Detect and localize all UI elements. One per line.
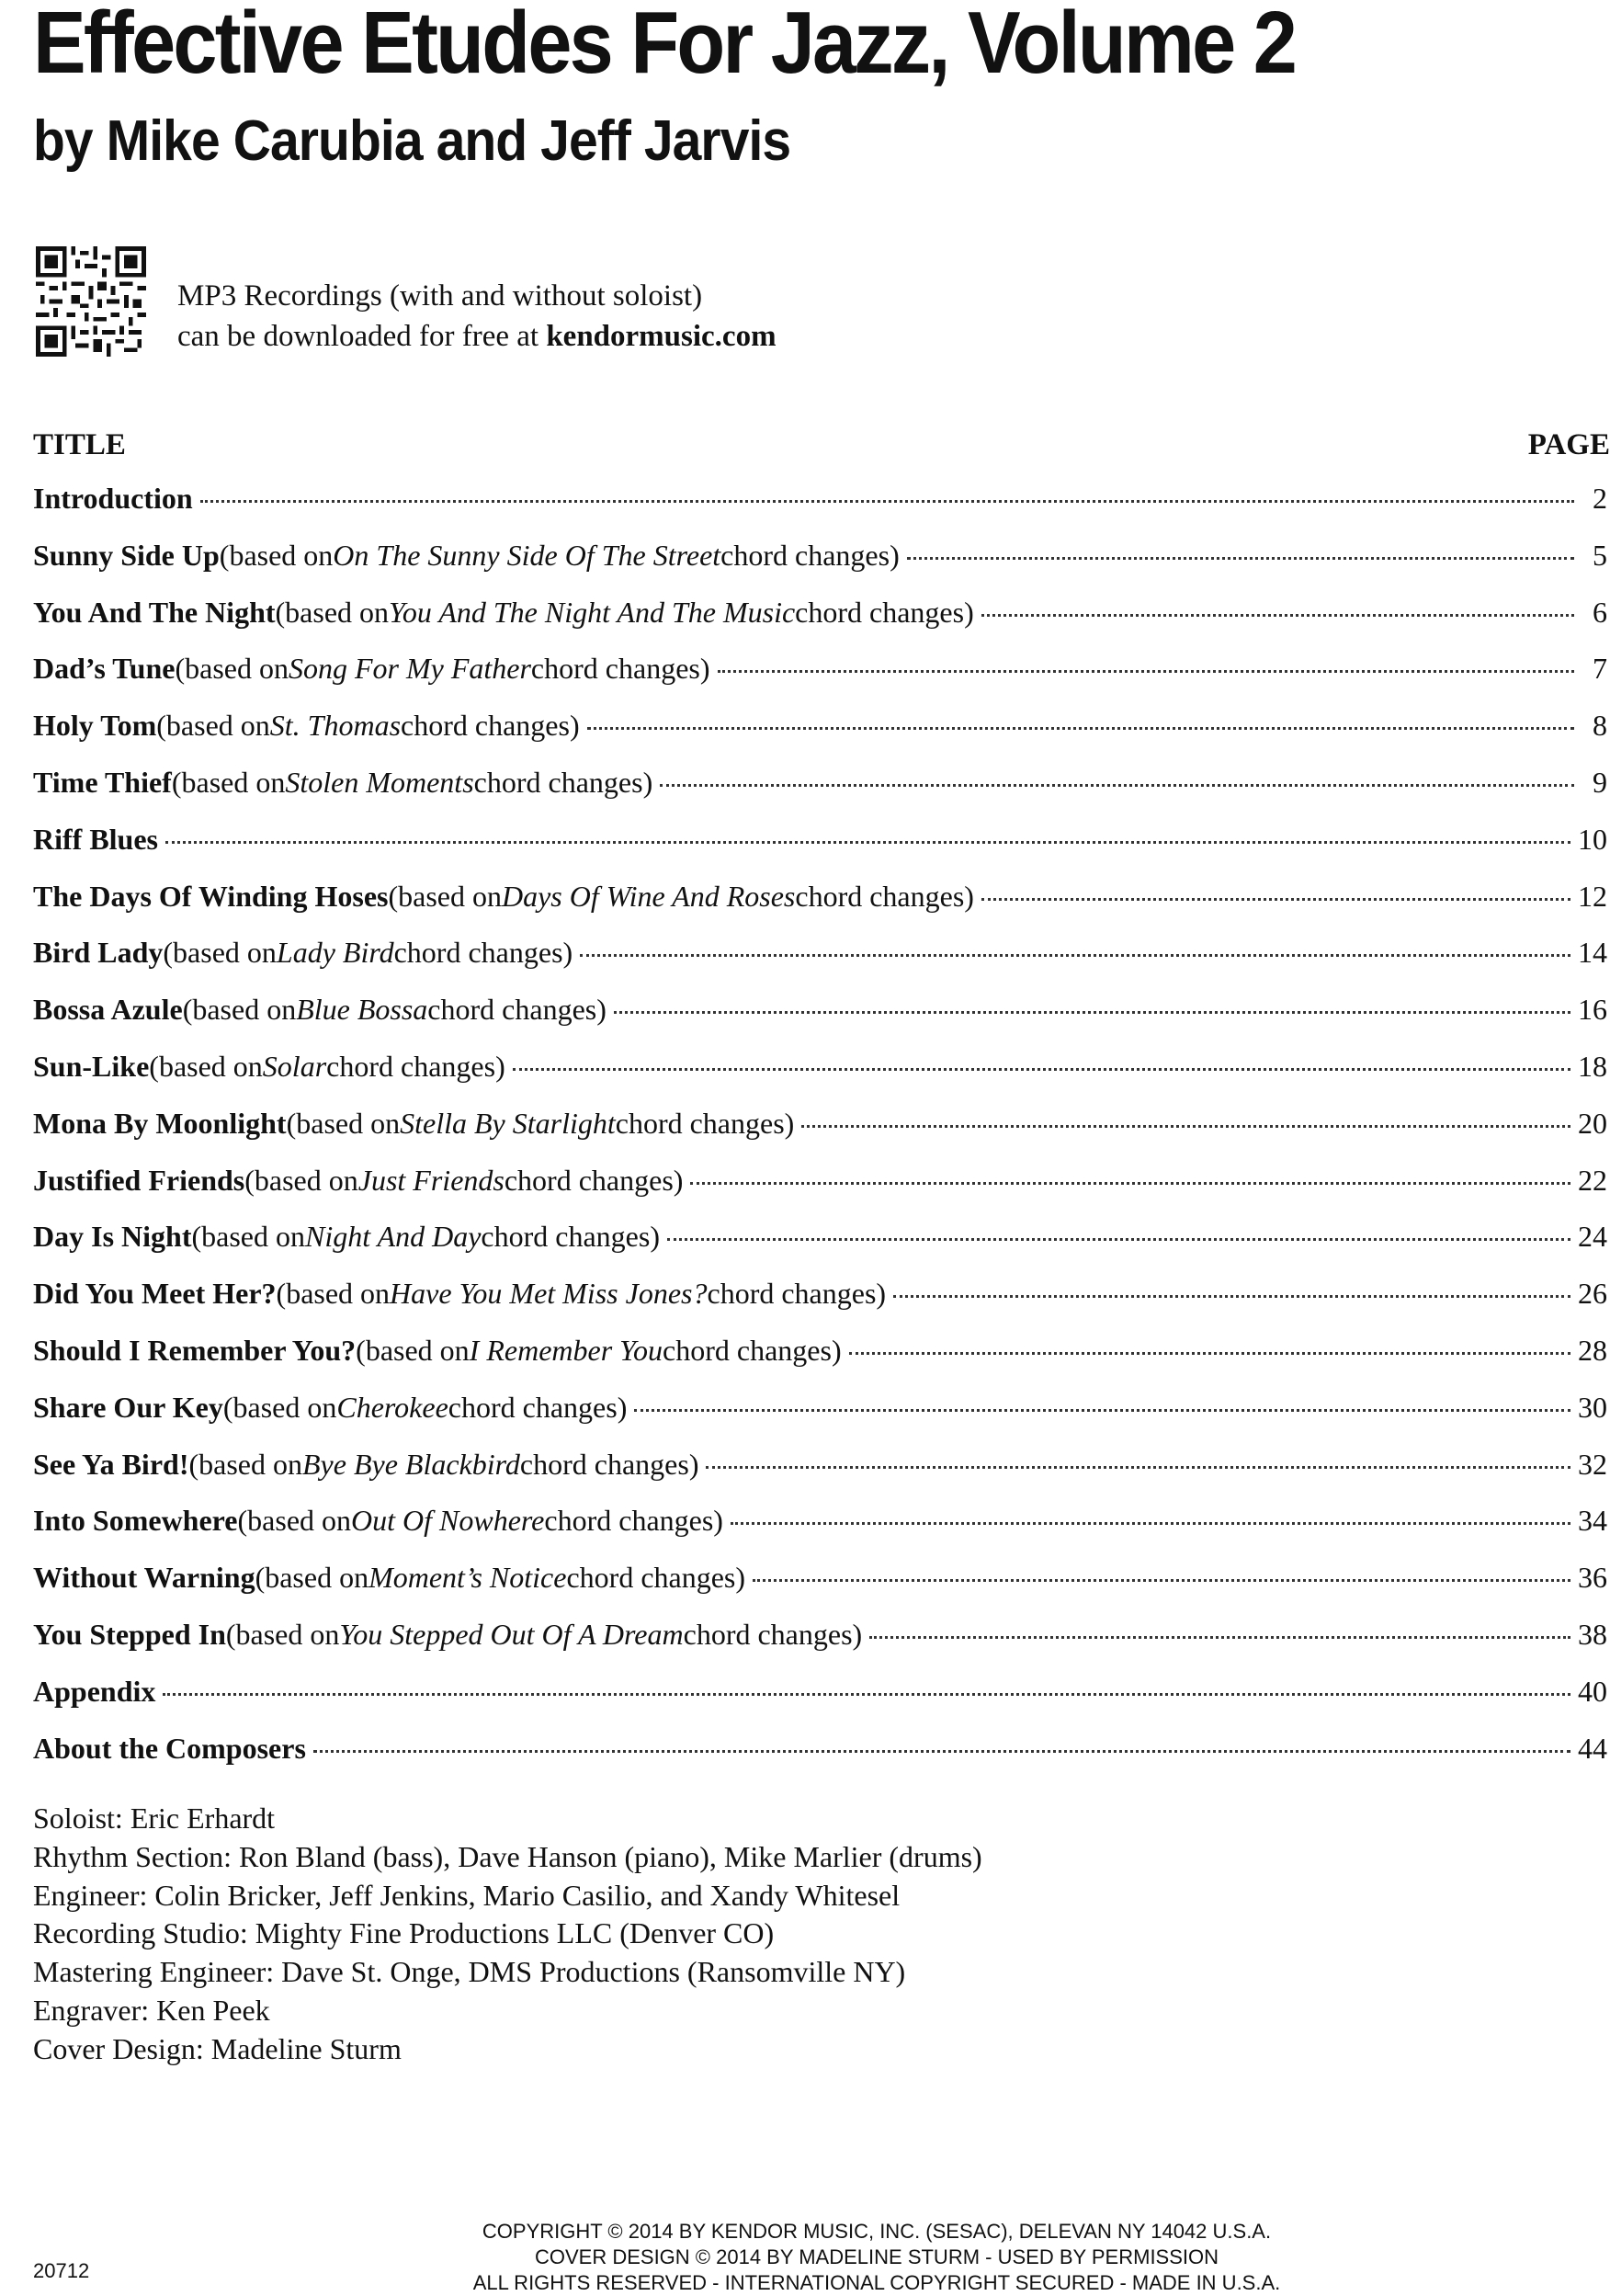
toc-leader-dots xyxy=(580,954,1570,957)
copyright-line: COVER DESIGN © 2014 BY MADELINE STURM - USED BY PERMISSION xyxy=(534,2245,1219,2268)
toc-leader-dots xyxy=(690,1182,1570,1185)
table-of-contents xyxy=(33,482,1607,1788)
toc-entry-suffix: chord changes) xyxy=(473,765,653,799)
toc-entry-page-number: 7 xyxy=(1593,652,1607,686)
toc-entry[interactable] xyxy=(33,1732,1607,1789)
toc-entry-based-on: (based on xyxy=(219,538,334,572)
toc-entry-suffix: chord changes) xyxy=(544,1504,723,1538)
toc-entry-suffix: chord changes) xyxy=(519,1447,699,1481)
toc-entry-suffix: chord changes) xyxy=(663,1333,842,1367)
toc-entry-page-number: 34 xyxy=(1578,1504,1607,1538)
toc-entry-page-number: 8 xyxy=(1593,709,1607,743)
toc-entry-reference-tune: Stella By Starlight xyxy=(400,1106,616,1140)
toc-entry[interactable] xyxy=(33,1448,1607,1505)
toc-entry-page-number: 22 xyxy=(1578,1163,1607,1197)
toc-entry-reference-tune: Stolen Moments xyxy=(285,765,474,799)
copyright-line: ALL RIGHTS RESERVED - INTERNATIONAL COPYRIGHT SECURED - MADE IN U.S.A. xyxy=(472,2271,1281,2294)
toc-entry-reference-tune: Night And Day xyxy=(304,1220,482,1254)
toc-leader-dots xyxy=(893,1295,1570,1298)
toc-entry-title: The Days Of Winding Hoses xyxy=(33,879,389,913)
toc-leader-dots xyxy=(165,841,1570,844)
toc-entry-reference-tune: St. Thomas xyxy=(269,709,402,743)
toc-entry-page-number: 2 xyxy=(1593,482,1607,515)
toc-entry-suffix: chord changes) xyxy=(481,1220,660,1254)
toc-entry-page-number: 28 xyxy=(1578,1333,1607,1367)
toc-entry-title: Without Warning xyxy=(33,1561,255,1595)
toc-entry-based-on: (based on xyxy=(222,1390,337,1424)
toc-entry[interactable] xyxy=(33,1277,1607,1334)
toc-entry[interactable] xyxy=(33,1107,1607,1164)
toc-entry-based-on: (based on xyxy=(244,1163,358,1197)
toc-entry-suffix: chord changes) xyxy=(795,595,974,629)
toc-entry-based-on: (based on xyxy=(388,879,502,913)
credit-line: Cover Design: Madeline Sturm xyxy=(33,2031,402,2065)
toc-entry-page-number: 16 xyxy=(1578,993,1607,1027)
toc-entry-page-number: 38 xyxy=(1578,1617,1607,1651)
toc-entry[interactable] xyxy=(33,1504,1607,1561)
toc-entry-title: Holy Tom xyxy=(33,709,157,743)
toc-entry[interactable] xyxy=(33,539,1607,596)
toc-page-header: PAGE xyxy=(1527,428,1610,461)
credit-line: Soloist: Eric Erhardt xyxy=(33,1802,276,1835)
toc-entry[interactable] xyxy=(33,1675,1607,1732)
toc-entry-page-number: 18 xyxy=(1578,1049,1607,1083)
toc-entry[interactable] xyxy=(33,482,1607,539)
toc-leader-dots xyxy=(706,1466,1570,1469)
toc-leader-dots xyxy=(869,1636,1570,1639)
toc-entry[interactable] xyxy=(33,1164,1607,1221)
toc-entry-title: Time Thief xyxy=(33,765,172,799)
toc-entry-based-on: (based on xyxy=(191,1220,305,1254)
toc-leader-dots xyxy=(587,727,1574,730)
toc-entry-reference-tune: Blue Bossa xyxy=(296,993,428,1027)
toc-entry-title: Bossa Azule xyxy=(33,993,183,1027)
download-line-2: can be downloaded for free at kendormusic.com xyxy=(177,320,777,353)
toc-entry-title: Sunny Side Up xyxy=(33,538,220,572)
toc-entry-based-on: (based on xyxy=(237,1504,352,1538)
website-link[interactable]: kendormusic.com xyxy=(546,320,777,353)
toc-entry-suffix: chord changes) xyxy=(504,1163,684,1197)
toc-entry[interactable] xyxy=(33,880,1607,937)
toc-entry-reference-tune: Days Of Wine And Roses xyxy=(501,879,796,913)
toc-entry-title: Did You Meet Her? xyxy=(33,1277,277,1311)
toc-entry-based-on: (based on xyxy=(175,652,289,686)
toc-entry-based-on: (based on xyxy=(356,1333,470,1367)
toc-entry-page-number: 24 xyxy=(1578,1220,1607,1254)
toc-entry-reference-tune: I Remember You xyxy=(469,1333,663,1367)
toc-leader-dots xyxy=(981,614,1574,617)
copyright-line: COPYRIGHT © 2014 BY KENDOR MUSIC, INC. (SESAC), DELEVAN NY 14042 U.S.A. xyxy=(482,2220,1272,2243)
credit-line: Mastering Engineer: Dave St. Onge, DMS Productions (Ransomville NY) xyxy=(33,1955,906,1989)
toc-entry-reference-tune: Cherokee xyxy=(336,1390,448,1424)
toc-entry-title: Into Somewhere xyxy=(33,1504,238,1538)
toc-leader-dots xyxy=(200,500,1574,503)
toc-entry-reference-tune: Out Of Nowhere xyxy=(351,1504,545,1538)
toc-entry-based-on: (based on xyxy=(156,709,270,743)
toc-entry-page-number: 44 xyxy=(1578,1731,1607,1765)
toc-entry-title: About the Composers xyxy=(33,1731,306,1765)
toc-leader-dots xyxy=(981,898,1570,901)
toc-leader-dots xyxy=(753,1579,1570,1582)
toc-entry-based-on: (based on xyxy=(225,1617,340,1651)
toc-entry-reference-tune: You Stepped Out Of A Dream xyxy=(339,1617,684,1651)
toc-entry-reference-tune: Lady Bird xyxy=(276,936,394,970)
toc-leader-dots xyxy=(660,784,1574,787)
credit-line: Engineer: Colin Bricker, Jeff Jenkins, Mario Casilio, and Xandy Whitesel xyxy=(33,1878,901,1912)
toc-entry-based-on: (based on xyxy=(149,1049,263,1083)
toc-entry[interactable] xyxy=(33,823,1607,880)
toc-entry-reference-tune: Have You Met Miss Jones? xyxy=(390,1277,708,1311)
toc-entry-based-on: (based on xyxy=(188,1447,302,1481)
toc-entry-title: Justified Friends xyxy=(33,1163,245,1197)
toc-entry-suffix: chord changes) xyxy=(530,652,710,686)
toc-entry-based-on: (based on xyxy=(276,1277,391,1311)
toc-entry[interactable] xyxy=(33,652,1607,709)
download-note xyxy=(177,276,777,357)
toc-entry-reference-tune: Just Friends xyxy=(357,1163,505,1197)
qr-code-icon xyxy=(35,246,147,357)
toc-entry-reference-tune: Song For My Father xyxy=(288,652,531,686)
toc-entry-based-on: (based on xyxy=(171,765,286,799)
toc-entry-title: Sun-Like xyxy=(33,1049,150,1083)
toc-entry[interactable] xyxy=(33,1561,1607,1618)
credit-line: Rhythm Section: Ron Bland (bass), Dave Hanson (piano), Mike Marlier (drums) xyxy=(33,1839,982,1873)
toc-entry-reference-tune: Moment’s Notice xyxy=(368,1561,567,1595)
toc-entry-suffix: chord changes) xyxy=(566,1561,746,1595)
toc-entry-suffix: chord changes) xyxy=(401,709,580,743)
toc-entry-title: Introduction xyxy=(33,482,193,515)
authors: by Mike Carubia and Jeff Jarvis xyxy=(33,109,791,173)
toc-entry-suffix: chord changes) xyxy=(615,1106,795,1140)
toc-entry-title: Mona By Moonlight xyxy=(33,1106,287,1140)
toc-entry-page-number: 10 xyxy=(1578,822,1607,856)
toc-entry-page-number: 30 xyxy=(1578,1390,1607,1424)
toc-entry-suffix: chord changes) xyxy=(707,1277,887,1311)
toc-entry-page-number: 9 xyxy=(1593,765,1607,799)
toc-entry-suffix: chord changes) xyxy=(326,1049,505,1083)
toc-entry-based-on: (based on xyxy=(286,1106,401,1140)
toc-entry-page-number: 12 xyxy=(1578,879,1607,913)
toc-entry-based-on: (based on xyxy=(255,1561,369,1595)
toc-entry[interactable] xyxy=(33,1334,1607,1391)
toc-leader-dots xyxy=(849,1352,1570,1355)
toc-leader-dots xyxy=(801,1125,1570,1128)
toc-entry-title: Day Is Night xyxy=(33,1220,192,1254)
toc-entry[interactable] xyxy=(33,1220,1607,1277)
credits xyxy=(33,1800,982,2069)
toc-entry-page-number: 36 xyxy=(1578,1561,1607,1595)
toc-entry-reference-tune: On The Sunny Side Of The Street xyxy=(333,538,721,572)
toc-entry-based-on: (based on xyxy=(275,595,390,629)
toc-leader-dots xyxy=(634,1409,1570,1412)
toc-entry[interactable] xyxy=(33,709,1607,766)
toc-entry-title: Riff Blues xyxy=(33,822,158,856)
credit-line: Engraver: Ken Peek xyxy=(33,1993,270,2027)
toc-leader-dots xyxy=(163,1693,1570,1696)
toc-entry-page-number: 32 xyxy=(1578,1447,1607,1481)
toc-leader-dots xyxy=(667,1238,1570,1241)
toc-leader-dots xyxy=(907,557,1574,560)
catalog-number: 20712 xyxy=(33,2259,90,2282)
toc-entry-page-number: 26 xyxy=(1578,1277,1607,1311)
download-line-1: MP3 Recordings (with and without soloist) xyxy=(177,279,703,313)
toc-entry-page-number: 20 xyxy=(1578,1106,1607,1140)
toc-entry-title: Should I Remember You? xyxy=(33,1333,357,1367)
toc-entry-suffix: chord changes) xyxy=(795,879,974,913)
toc-entry-page-number: 40 xyxy=(1578,1674,1607,1708)
toc-entry-reference-tune: Bye Bye Blackbird xyxy=(301,1447,520,1481)
toc-entry-title: Share Our Key xyxy=(33,1390,223,1424)
toc-entry-title: You And The Night xyxy=(33,595,276,629)
toc-leader-dots xyxy=(614,1011,1570,1014)
page-title: Effective Etudes For Jazz, Volume 2 xyxy=(33,0,1296,92)
toc-entry-based-on: (based on xyxy=(163,936,277,970)
toc-entry-title: Dad’s Tune xyxy=(33,652,176,686)
toc-entry[interactable] xyxy=(33,1050,1607,1107)
toc-leader-dots xyxy=(513,1068,1570,1071)
copyright-notice xyxy=(445,2219,1309,2296)
credit-line: Recording Studio: Mighty Fine Productions LLC (Denver CO) xyxy=(33,1916,775,1950)
toc-entry[interactable] xyxy=(33,936,1607,993)
toc-entry-suffix: chord changes) xyxy=(448,1390,628,1424)
toc-entry[interactable] xyxy=(33,1391,1607,1448)
toc-leader-dots xyxy=(731,1522,1570,1525)
toc-entry[interactable] xyxy=(33,993,1607,1050)
toc-title-header: TITLE xyxy=(33,428,126,461)
toc-entry-suffix: chord changes) xyxy=(683,1617,863,1651)
toc-entry-reference-tune: Solar xyxy=(262,1049,327,1083)
toc-entry-suffix: chord changes) xyxy=(393,936,573,970)
toc-entry-reference-tune: You And The Night And The Music xyxy=(389,595,796,629)
toc-entry[interactable] xyxy=(33,1618,1607,1675)
toc-entry-page-number: 5 xyxy=(1593,538,1607,572)
toc-entry-title: You Stepped In xyxy=(33,1617,226,1651)
toc-entry-page-number: 14 xyxy=(1578,936,1607,970)
toc-entry-title: Bird Lady xyxy=(33,936,164,970)
toc-leader-dots xyxy=(313,1750,1570,1753)
toc-entry-suffix: chord changes) xyxy=(720,538,900,572)
toc-entry-suffix: chord changes) xyxy=(427,993,607,1027)
toc-entry-title: Appendix xyxy=(33,1674,156,1708)
toc-entry-based-on: (based on xyxy=(182,993,297,1027)
toc-leader-dots xyxy=(718,670,1575,673)
toc-entry-page-number: 6 xyxy=(1593,595,1607,629)
toc-entry[interactable] xyxy=(33,766,1607,823)
toc-entry[interactable] xyxy=(33,596,1607,653)
toc-entry-title: See Ya Bird! xyxy=(33,1447,189,1481)
